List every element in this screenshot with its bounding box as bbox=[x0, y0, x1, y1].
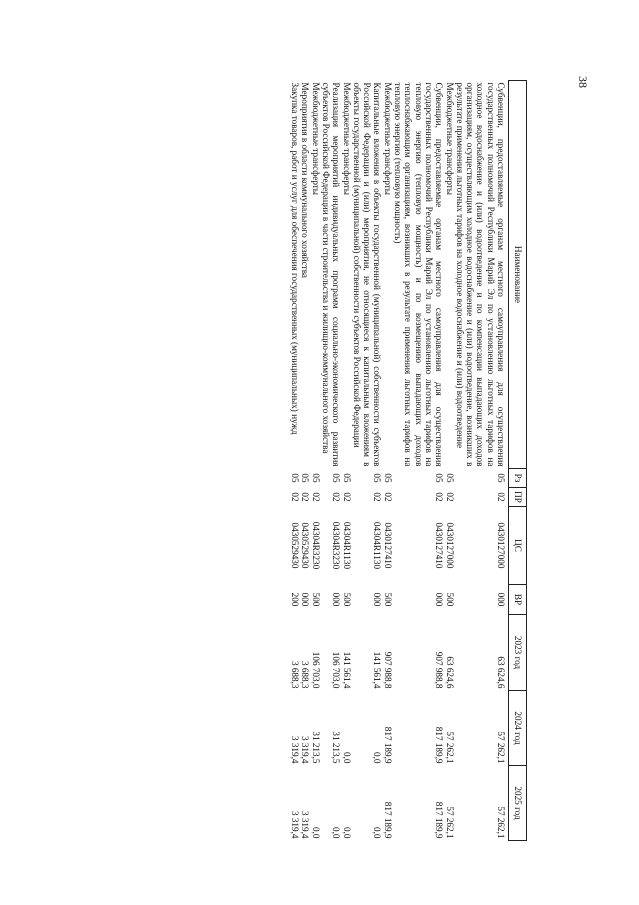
row-rz: 05 bbox=[331, 473, 342, 483]
row-cs: 04304R3230 bbox=[310, 521, 321, 570]
table-row bbox=[321, 81, 342, 841]
row-vr: 000 bbox=[496, 592, 506, 607]
row-pr: 02 bbox=[496, 492, 506, 502]
row-cs: 0430529430 bbox=[290, 522, 301, 569]
row-2025: 0,0 bbox=[310, 827, 321, 839]
row-2025: 57 262,1 bbox=[444, 806, 455, 839]
row-name: Субвенции, предоставляемые органам местного самоуправления для осуществления государственных полномочий Республики Марий Эл по установлению льготных тарифов на холодное водоснабжение и (или) водоотведение и по компенсации выпадающих доходов организациям, осуществляющим холодное водоснабжение и (или) водоотведение, возникших в результате применения льготных тарифов на холодное водоснабжение и (или) водоотведение bbox=[454, 82, 506, 467]
row-2024: 0,0 bbox=[341, 752, 352, 764]
row-pr: 02 bbox=[310, 492, 321, 502]
row-2024: 0,0 bbox=[372, 752, 383, 764]
row-pr: 02 bbox=[382, 492, 393, 502]
row-cs: 04304R1130 bbox=[372, 521, 383, 570]
row-2025: 817 189,9 bbox=[434, 801, 445, 839]
row-2023: 141 561,4 bbox=[341, 651, 352, 689]
row-2024: 3 319,4 bbox=[300, 735, 311, 764]
row-2024: 817 189,9 bbox=[434, 726, 445, 764]
table-row bbox=[455, 81, 509, 841]
table-row bbox=[382, 81, 392, 841]
row-2025: 3 319,4 bbox=[290, 810, 301, 839]
header-name: Наименование bbox=[509, 81, 527, 469]
row-vr: 500 bbox=[382, 592, 393, 607]
row-2024: 817 189,9 bbox=[382, 726, 393, 764]
row-vr: 000 bbox=[434, 592, 445, 607]
row-cs: 0430127410 bbox=[434, 522, 445, 569]
table-row bbox=[352, 81, 383, 841]
row-pr: 02 bbox=[331, 492, 342, 502]
row-rz: 05 bbox=[290, 473, 301, 483]
row-cs: 04304R1130 bbox=[341, 521, 352, 570]
row-2024: 3 319,4 bbox=[290, 735, 301, 764]
row-vr: 500 bbox=[310, 592, 321, 607]
table-row bbox=[290, 81, 300, 841]
row-vr: 200 bbox=[290, 592, 301, 607]
row-rz: 05 bbox=[496, 473, 506, 483]
row-pr: 02 bbox=[341, 492, 352, 502]
row-name: Субвенции, предоставляемые органам местного самоуправления для осуществления государственных полномочий Республики Марий Эл по установлению льготных тарифов на тепловую энергию (тепловую мощность) и по возмещению выпадающих доходов теплоснабжающим организациям, возникших в результате применения льготных тарифов на тепловую энергию (тепловую мощность) bbox=[393, 82, 445, 467]
row-name: Межбюджетные трансферты bbox=[444, 82, 455, 195]
row-vr: 500 bbox=[444, 592, 455, 607]
row-vr: 000 bbox=[372, 592, 383, 607]
row-rz: 05 bbox=[341, 473, 352, 483]
header-2025: 2025 год bbox=[509, 766, 527, 841]
page-number: 38 bbox=[576, 76, 590, 88]
table-row bbox=[310, 81, 320, 841]
row-cs: 0430529430 bbox=[300, 522, 311, 569]
header-pr: ПР bbox=[509, 488, 527, 507]
row-2024: 31 213,5 bbox=[331, 731, 342, 764]
row-rz: 05 bbox=[444, 473, 455, 483]
row-name: Реализация мероприятий индивидуальных программ социально-экономического развития субъектов Российской Федерации в части строительства и жилищно-коммунального хозяйства bbox=[320, 82, 342, 467]
header-2023: 2023 год bbox=[509, 615, 527, 691]
row-2023: 63 624,6 bbox=[444, 656, 455, 689]
header-2024: 2024 год bbox=[509, 691, 527, 766]
row-cs: 0430127410 bbox=[382, 522, 393, 569]
header-cs: ЦС bbox=[509, 507, 527, 585]
row-2025: 0,0 bbox=[331, 827, 342, 839]
row-2025: 57 262,1 bbox=[496, 806, 506, 839]
row-2024: 57 262,1 bbox=[496, 731, 506, 764]
row-cs: 0430127000 bbox=[496, 522, 506, 569]
table-row bbox=[300, 81, 310, 841]
row-rz: 05 bbox=[300, 473, 311, 483]
row-pr: 02 bbox=[434, 492, 445, 502]
row-2025: 0,0 bbox=[372, 827, 383, 839]
row-pr: 02 bbox=[372, 492, 383, 502]
row-vr: 500 bbox=[341, 592, 352, 607]
row-pr: 02 bbox=[444, 492, 455, 502]
row-2023: 3 688,3 bbox=[290, 660, 301, 689]
row-name: Закупка товаров, работ и услуг для обеспечения государственных (муниципальных) нужд bbox=[290, 82, 301, 435]
row-2024: 31 213,5 bbox=[310, 731, 321, 764]
row-2023: 3 688,3 bbox=[300, 660, 311, 689]
row-2023: 907 988,8 bbox=[434, 651, 445, 689]
row-2024: 57 262,1 bbox=[444, 731, 455, 764]
row-name: Межбюджетные трансферты bbox=[341, 82, 352, 195]
row-2025: 0,0 bbox=[341, 827, 352, 839]
row-cs: 04304R3230 bbox=[331, 521, 342, 570]
row-rz: 05 bbox=[382, 473, 393, 483]
row-name: Межбюджетные трансферты bbox=[310, 82, 321, 195]
header-vr: ВР bbox=[509, 585, 527, 615]
row-vr: 000 bbox=[331, 592, 342, 607]
row-cs: 0430127000 bbox=[444, 522, 455, 569]
table-row bbox=[444, 81, 454, 841]
row-rz: 05 bbox=[310, 473, 321, 483]
row-rz: 05 bbox=[372, 473, 383, 483]
row-pr: 02 bbox=[290, 492, 301, 502]
row-2023: 106 703,0 bbox=[331, 651, 342, 689]
row-2023: 106 703,0 bbox=[310, 651, 321, 689]
row-2023: 63 624,6 bbox=[496, 656, 506, 689]
row-2023: 907 988,8 bbox=[382, 651, 393, 689]
table-header-row bbox=[509, 81, 527, 841]
budget-table bbox=[290, 80, 527, 841]
table-row bbox=[393, 81, 444, 841]
header-rz: Рз bbox=[509, 469, 527, 488]
row-name: Капитальные вложения в объекты государственной (муниципальной) собственности субъектов Российской Федерации и (или) мероприятия, не относящиеся к капитальным вложениям в объекты государственной (муниципальной) собственности субъектов Российской Федерации bbox=[351, 82, 383, 467]
row-vr: 000 bbox=[300, 592, 311, 607]
row-2025: 817 189,9 bbox=[382, 801, 393, 839]
row-pr: 02 bbox=[300, 492, 311, 502]
row-rz: 05 bbox=[434, 473, 445, 483]
row-2025: 3 319,4 bbox=[300, 810, 311, 839]
table-row bbox=[341, 81, 351, 841]
row-2023: 141 561,4 bbox=[372, 651, 383, 689]
row-name: Межбюджетные трансферты bbox=[382, 82, 393, 195]
row-name: Мероприятия в области коммунального хозяйства bbox=[300, 82, 311, 278]
